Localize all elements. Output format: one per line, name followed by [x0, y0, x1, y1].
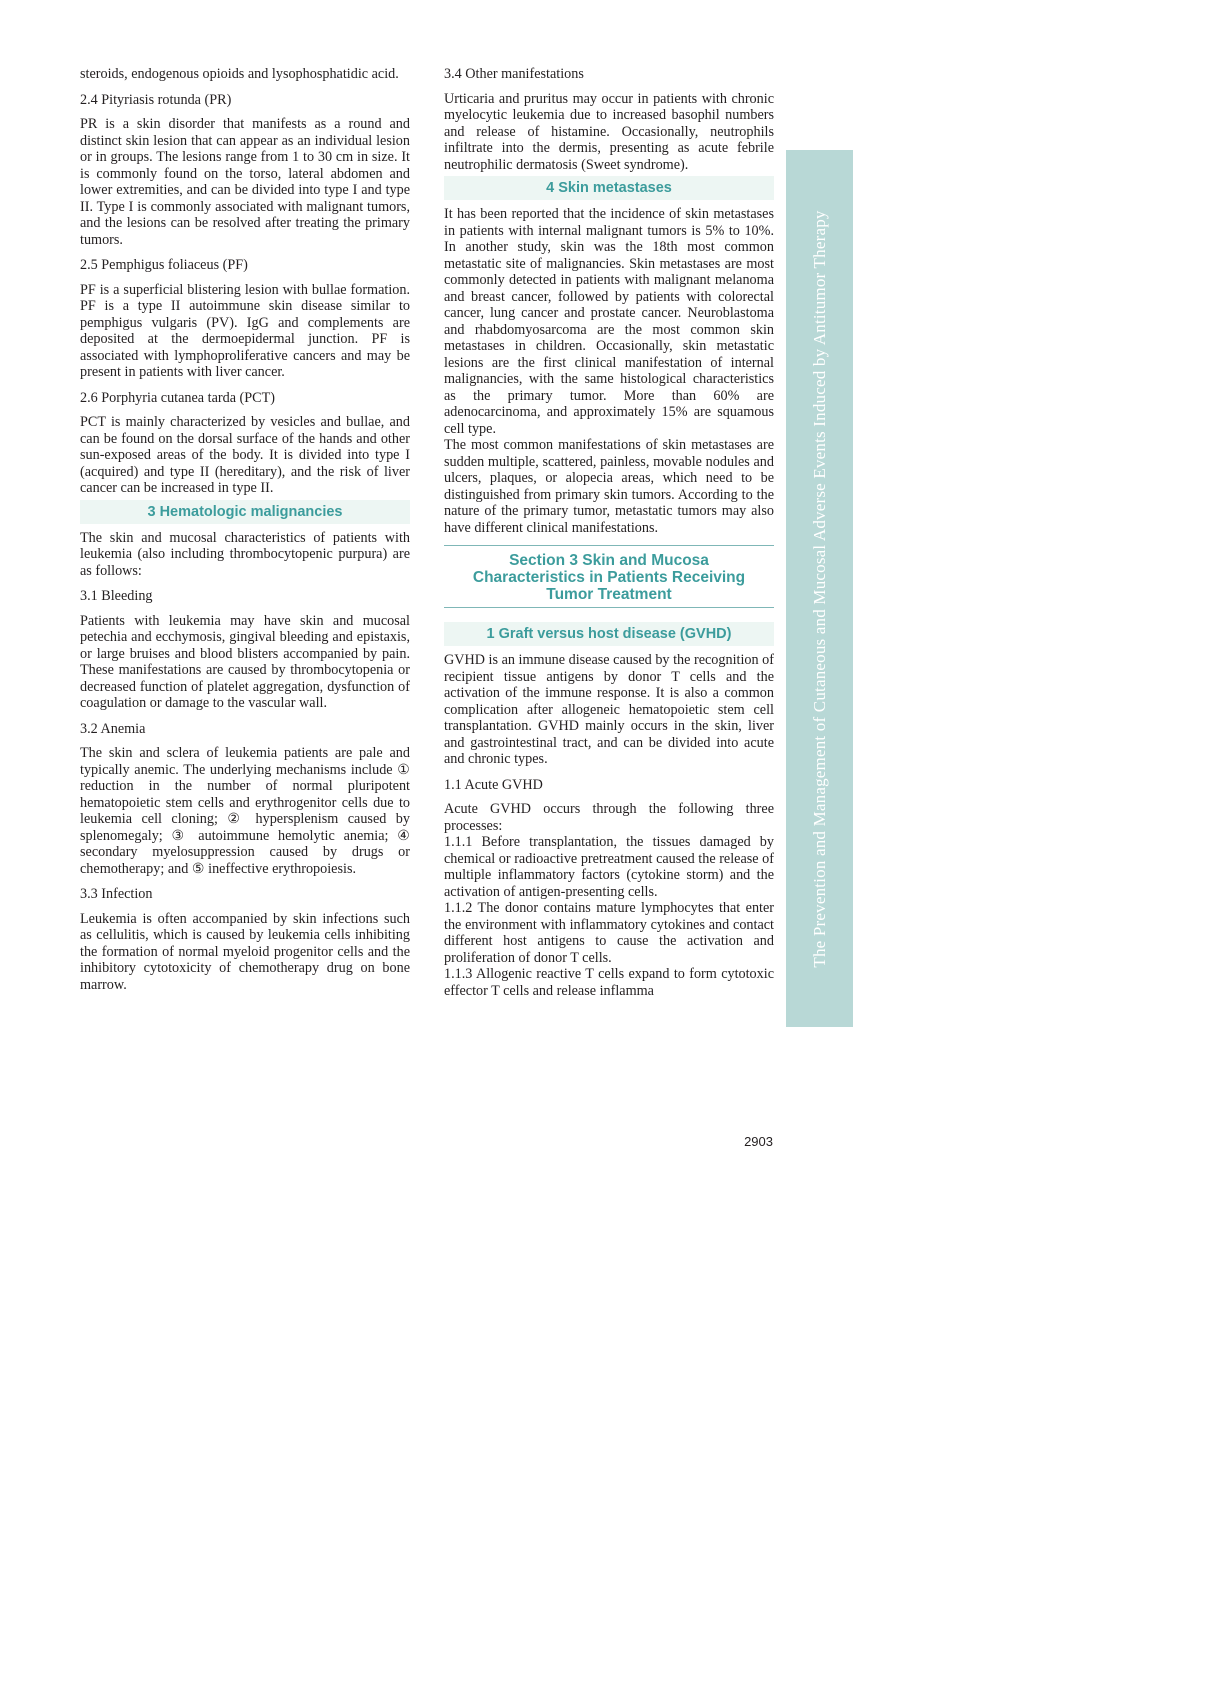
side-banner [786, 150, 853, 1027]
section-3-heading-line-3: Tumor Treatment [546, 586, 672, 603]
acute-gvhd-intro: Acute GVHD occurs through the following three processes: [444, 801, 774, 834]
acute-gvhd-step-2: 1.1.2 The donor contains mature lymphocytes that enter the environment with inflammatory cytokines and contact different host antigens to cause the activation and proliferation of donor T cells. [444, 900, 774, 966]
left-column [80, 66, 410, 993]
section-3-heading-line-2: Characteristics in Patients Receiving [472, 569, 746, 586]
page-number: 2903 [744, 1134, 773, 1149]
bleeding-paragraph: Patients with leukemia may have skin and mucosal petechia and ecchymosis, gingival bleeding and epistaxis, or large bruises and blood blisters accompanied by pain. These manifestations are caused by thrombocytopenia or decreased function of platelet aggregation, dysfunction of coagulation or damage to the vascular wall. [80, 612, 410, 711]
pf-paragraph: PF is a superficial blistering lesion with bullae formation. PF is a type II autoimmune skin disease similar to pemphigus vulgaris (PV). IgG and complements are deposited at the dermoepidermal junction. PF is associated with lymphoproliferative cancers and may be present in patients with liver cancer. [80, 281, 410, 380]
hematologic-heading: 3 Hematologic malignancies [80, 500, 410, 524]
intro-paragraph: steroids, endogenous opioids and lysophosphatidic acid. [80, 66, 399, 82]
anemia-paragraph: The skin and sclera of leukemia patients are pale and typically anemic. The underlying mechanisms include ① reduction in the number of normal pluripotent hematopoietic stem cells and erythrogenitor cells due to leukemia cell cloning; ② hypersplenism caused by splenomegaly; ③ autoimmune hemolytic anemia; ④ secondary myelosuppression caused by drugs or chemotherapy; and ⑤ ineffective erythropoiesis. [80, 745, 410, 877]
other-manifestations-subheading: 3.4 Other manifestations [444, 66, 584, 82]
pr-subheading: 2.4 Pityriasis rotunda (PR) [80, 91, 232, 108]
skin-metastases-paragraph-1: It has been reported that the incidence of skin metastases in patients with internal malignant tumors is 5% to 10%. In another study, skin was the 18th most common metastatic site of malignancies. Skin metastases are most commonly detected in patients with malignant melanoma and breast cancer, followed by patients with colorectal cancer, lung cancer and prostate cancer. Neuroblastoma and rhabdomyosarcoma are the most common skin metastases in children. Occasionally, skin metastatic lesions are the first clinical manifestation of internal malignancies, with the same histological characteristics as the primary tumor. More than 60% are adenocarcinoma, and approximately 15% are squamous cell type. [444, 206, 774, 437]
section-3-heading [444, 545, 774, 608]
anemia-subheading: 3.2 Anemia [80, 720, 146, 737]
side-banner-title: The Prevention and Management of Cutaneous and Mucosal Adverse Events Induced by Antitumor Therapy [809, 209, 829, 968]
skin-metastases-paragraph-2: The most common manifestations of skin metastases are sudden multiple, scattered, painless, movable nodules and ulcers, plaques, or alopecia areas, which need to be distinguished from primary skin tumors. According to the nature of the primary tumor, metastatic tumors may also have different clinical manifestations. [444, 437, 774, 536]
pf-subheading: 2.5 Pemphigus foliaceus (PF) [80, 257, 248, 273]
gvhd-heading: 1 Graft versus host disease (GVHD) [444, 622, 774, 646]
acute-gvhd-step-1: 1.1.1 Before transplantation, the tissues damaged by chemical or radioactive pretreatment caused the release of multiple inflammatory factors (cytokine storm) and the activation of antigen-presenting cells. [444, 834, 774, 900]
other-manifestations-paragraph: Urticaria and pruritus may occur in patients with chronic myelocytic leukemia due to increased basophil numbers and release of histamine. Occasionally, neutrophils infiltrate into the dermis, presenting as acute febrile neutrophilic dermatosis (Sweet syndrome). [444, 90, 774, 173]
right-column [444, 66, 774, 999]
infection-paragraph: Leukemia is often accompanied by skin infections such as cellulitis, which is caused by leukemia cells inhibiting the formation of normal myeloid progenitor cells and the inhibitory cytotoxicity of chemotherapy drug on bone marrow. [80, 910, 410, 993]
acute-gvhd-subheading: 1.1 Acute GVHD [444, 776, 543, 793]
bleeding-subheading: 3.1 Bleeding [80, 588, 153, 604]
pct-subheading: 2.6 Porphyria cutanea tarda (PCT) [80, 389, 276, 406]
pct-paragraph: PCT is mainly characterized by vesicles and bullae, and can be found on the dorsal surface of the hands and other sun-exposed areas of the body. It is divided into type I (acquired) and type II (hereditary), and the risk of liver cancer can be increased in type II. [80, 414, 410, 496]
skin-metastases-heading: 4 Skin metastases [444, 176, 774, 200]
section-3-heading-line-1: Section 3 Skin and Mucosa [509, 552, 709, 569]
infection-subheading: 3.3 Infection [80, 886, 153, 902]
acute-gvhd-step-3: 1.1.3 Allogenic reactive T cells expand to form cytotoxic effector T cells and release inflamma [444, 966, 774, 999]
hematologic-paragraph: The skin and mucosal characteristics of patients with leukemia (also including thrombocytopenic purpura) are as follows: [80, 529, 410, 579]
pr-paragraph: PR is a skin disorder that manifests as a round and distinct skin lesion that can appear as an individual lesion or in groups. The lesions range from 1 to 30 cm in size. It is commonly found on the torso, lateral abdomen and lower extremities, and can be divided into type I and type II. Type I is commonly associated with malignant tumors, and the lesions can be resolved after treating the primary tumors. [80, 116, 410, 248]
gvhd-paragraph: GVHD is an immune disease caused by the recognition of recipient tissue antigens by donor T cells and the activation of the immune response. It is also a common complication after allogeneic hematopoietic stem cell transplantation. GVHD mainly occurs in the skin, liver and gastrointestinal tract, and can be divided into acute and chronic types. [444, 652, 774, 767]
